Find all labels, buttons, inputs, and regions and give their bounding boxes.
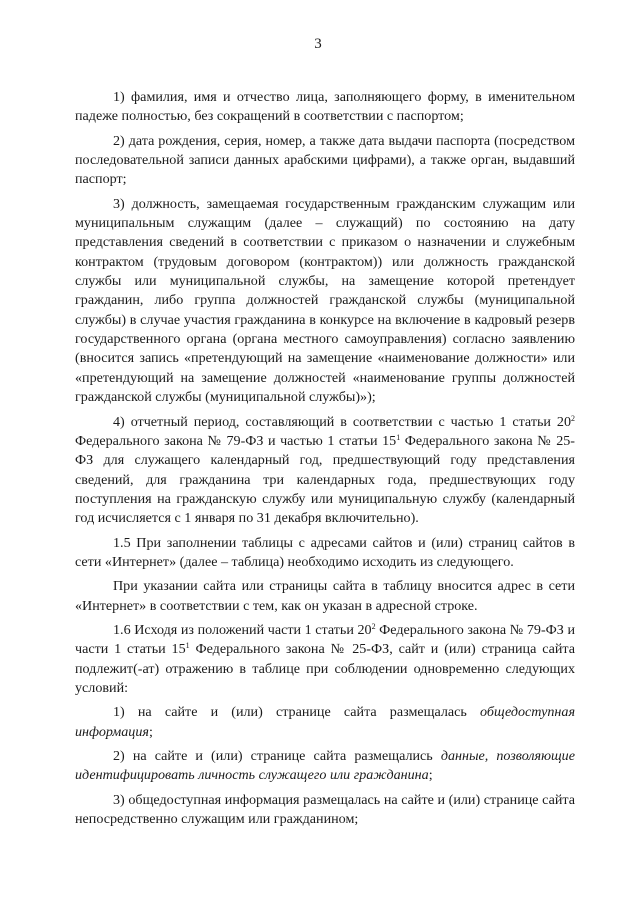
italic-term: данные, позволяющие идентифицировать личность служащего или гражданина — [75, 748, 575, 784]
paragraph-birth-passport: 2) дата рождения, серия, номер, а также дата выдачи паспорта (посредством последовательной записи данных арабскими цифрами), а также орган, выдавший паспорт; — [75, 132, 575, 188]
paragraph-condition-1 — [75, 703, 575, 742]
superscript: 1 — [185, 641, 190, 651]
paragraph-section-1-6 — [75, 621, 575, 698]
superscript: 2 — [571, 413, 575, 423]
text-segment: 4) отчетный период, составляющий в соответствии с частью 1 статьи 20 — [113, 413, 571, 430]
text-segment: 1.6 Исходя из положений части 1 статьи 20 — [113, 621, 372, 638]
text-segment: Федерального закона № 25-ФЗ для служащего календарный год, предшествующий году представления сведений, для гражданина три календарных года, предшествующих году поступления на гражданскую службу или муниципальную службу (календарный год исчисляется с 1 января по 31 декабря включительно). — [75, 432, 575, 527]
paragraph-position: 3) должность, замещаемая государственным гражданским служащим или муниципальным служащим (далее – служащий) по состоянию на дату представления сведений в соответствии с приказом о назначении и служебным контрактом (трудовым договором (контрактом)) или должность гражданской службы или муниципальной службы, на замещение которой претендует гражданин, либо группа должностей гражданской службы (муниципальной службы) в случае участия гражданина в конкурсе на включение в кадровый резерв государственного органа (органа местного самоуправления) согласно заявлению (вносится запись «претендующий на замещение «наименование должности» или «претендующий на замещение должностей «наименование группы должностей гражданской службы (муниципальной службы)»); — [75, 195, 575, 406]
text-segment: Федерального закона № 79-ФЗ и части 1 статьи 15 — [75, 621, 575, 658]
paragraph-site-address: При указании сайта или страницы сайта в таблицу вносится адрес в сети «Интернет» в соответствии с тем, как он указан в адресной строке. — [75, 578, 575, 614]
text-segment: ; — [148, 723, 153, 740]
text-segment: 1) на сайте и (или) странице сайта размещалась — [113, 704, 480, 721]
paragraph-reporting-period — [75, 413, 575, 529]
page-number: 3 — [314, 36, 322, 52]
paragraph-condition-3: 3) общедоступная информация размещалась на сайте и (или) странице сайта непосредственно служащим или гражданином; — [75, 791, 575, 828]
text-segment: Федерального закона № 79-ФЗ и частью 1 статьи 15 — [75, 432, 397, 449]
superscript: 1 — [396, 432, 401, 442]
italic-term: общедоступная информация — [75, 704, 575, 740]
document-body — [75, 88, 575, 829]
text-segment: ; — [428, 767, 433, 784]
text-segment: Федерального закона № 25-ФЗ, сайт и (или) страница сайта подлежит(-ат) отражению в таблице при соблюдении одновременно следующих условий: — [75, 641, 576, 696]
text-segment: 2) на сайте и (или) странице сайта размещались — [113, 748, 441, 764]
superscript: 2 — [371, 621, 376, 631]
paragraph-section-1-5: 1.5 При заполнении таблицы с адресами сайтов и (или) страниц сайтов в сети «Интернет» (далее – таблица) необходимо исходить из следующего. — [75, 534, 575, 570]
paragraph-condition-2 — [75, 747, 575, 786]
paragraph-full-name: 1) фамилия, имя и отчество лица, заполняющего форму, в именительном падеже полностью, без сокращений в соответствии с паспортом; — [75, 89, 575, 125]
